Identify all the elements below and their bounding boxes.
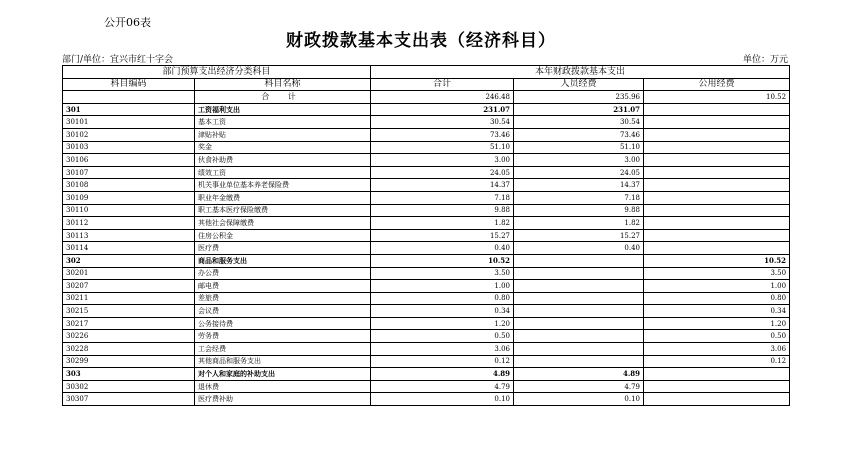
row-total: 4.89 (371, 368, 514, 381)
row-code: 30302 (63, 380, 195, 393)
row-personnel: 14.37 (514, 179, 644, 192)
row-name: 津贴补贴 (195, 128, 371, 141)
row-code: 30201 (63, 267, 195, 280)
table-row (63, 317, 790, 330)
total-personnel: 235.96 (514, 91, 644, 104)
row-total: 73.46 (371, 128, 514, 141)
row-name: 其他商品和服务支出 (195, 355, 371, 368)
total-row (63, 91, 790, 104)
table-row (63, 330, 790, 343)
row-total: 231.07 (371, 103, 514, 116)
row-personnel (514, 254, 644, 267)
row-personnel: 231.07 (514, 103, 644, 116)
table-row (63, 242, 790, 255)
row-code: 301 (63, 103, 195, 116)
total-total: 246.48 (371, 91, 514, 104)
header-group-row (63, 66, 790, 79)
table-row (63, 280, 790, 293)
row-name: 医疗费 (195, 242, 371, 255)
row-public (644, 204, 790, 217)
row-total: 0.12 (371, 355, 514, 368)
row-total: 14.37 (371, 179, 514, 192)
header-total: 合计 (371, 78, 514, 91)
row-code: 30109 (63, 191, 195, 204)
row-personnel: 3.00 (514, 154, 644, 167)
row-personnel: 9.88 (514, 204, 644, 217)
row-personnel (514, 343, 644, 356)
table-row (63, 166, 790, 179)
row-total: 7.18 (371, 191, 514, 204)
total-public: 10.52 (644, 91, 790, 104)
row-name: 其他社会保障缴费 (195, 217, 371, 230)
row-total: 4.79 (371, 380, 514, 393)
row-total: 0.50 (371, 330, 514, 343)
table-row (63, 217, 790, 230)
row-public (644, 229, 790, 242)
row-total: 24.05 (371, 166, 514, 179)
header-group-left: 部门预算支出经济分类科目 (63, 66, 371, 79)
expenditure-table (62, 65, 790, 406)
table-row (63, 267, 790, 280)
row-code: 303 (63, 368, 195, 381)
row-total: 0.34 (371, 305, 514, 318)
row-code: 30207 (63, 280, 195, 293)
row-personnel (514, 305, 644, 318)
row-public (644, 393, 790, 406)
row-name: 奖金 (195, 141, 371, 154)
row-total: 0.40 (371, 242, 514, 255)
category-row (63, 254, 790, 267)
row-name: 办公费 (195, 267, 371, 280)
row-personnel: 73.46 (514, 128, 644, 141)
row-personnel (514, 317, 644, 330)
unit-label: 单位：万元 (742, 55, 788, 65)
header-name: 科目名称 (195, 78, 371, 91)
row-personnel: 0.40 (514, 242, 644, 255)
department-label: 部门/单位：宜兴市红十字会 (62, 55, 174, 65)
table-row (63, 305, 790, 318)
row-public (644, 116, 790, 129)
row-personnel: 24.05 (514, 166, 644, 179)
row-personnel: 30.54 (514, 116, 644, 129)
row-code: 30102 (63, 128, 195, 141)
row-name: 邮电费 (195, 280, 371, 293)
row-total: 0.10 (371, 393, 514, 406)
row-name: 住房公积金 (195, 229, 371, 242)
category-row (63, 368, 790, 381)
row-personnel: 7.18 (514, 191, 644, 204)
row-code: 30299 (63, 355, 195, 368)
row-public: 1.00 (644, 280, 790, 293)
row-name: 差旅费 (195, 292, 371, 305)
page-title: 财政拨款基本支出表（经济科目） (286, 31, 556, 51)
row-code: 30114 (63, 242, 195, 255)
row-name: 劳务费 (195, 330, 371, 343)
row-public: 10.52 (644, 254, 790, 267)
row-public: 0.34 (644, 305, 790, 318)
row-code: 30107 (63, 166, 195, 179)
table-row (63, 393, 790, 406)
row-personnel (514, 280, 644, 293)
table-row (63, 191, 790, 204)
row-code: 30110 (63, 204, 195, 217)
row-public (644, 380, 790, 393)
row-total: 1.20 (371, 317, 514, 330)
row-total: 10.52 (371, 254, 514, 267)
row-public (644, 179, 790, 192)
row-code: 30103 (63, 141, 195, 154)
row-total: 51.10 (371, 141, 514, 154)
row-name: 职工基本医疗保险缴费 (195, 204, 371, 217)
row-code: 30217 (63, 317, 195, 330)
row-public: 3.06 (644, 343, 790, 356)
row-code: 30226 (63, 330, 195, 343)
unit-row (62, 52, 788, 64)
row-total: 0.80 (371, 292, 514, 305)
row-personnel: 0.10 (514, 393, 644, 406)
row-public (644, 103, 790, 116)
table-row (63, 204, 790, 217)
row-name: 工会经费 (195, 343, 371, 356)
table-row (63, 128, 790, 141)
row-total: 15.27 (371, 229, 514, 242)
row-public: 3.50 (644, 267, 790, 280)
row-total: 3.06 (371, 343, 514, 356)
row-personnel: 4.79 (514, 380, 644, 393)
row-code: 30112 (63, 217, 195, 230)
row-personnel: 51.10 (514, 141, 644, 154)
table-row (63, 380, 790, 393)
row-public (644, 166, 790, 179)
row-name: 伙食补助费 (195, 154, 371, 167)
row-public (644, 368, 790, 381)
row-code: 30101 (63, 116, 195, 129)
row-total: 3.50 (371, 267, 514, 280)
row-public (644, 242, 790, 255)
row-public: 1.20 (644, 317, 790, 330)
row-personnel (514, 267, 644, 280)
row-name: 医疗费补助 (195, 393, 371, 406)
table-row (63, 116, 790, 129)
row-code: 30228 (63, 343, 195, 356)
row-total: 3.00 (371, 154, 514, 167)
row-personnel: 15.27 (514, 229, 644, 242)
row-name: 商品和服务支出 (195, 254, 371, 267)
table-row (63, 154, 790, 167)
row-public (644, 154, 790, 167)
row-personnel (514, 292, 644, 305)
table-row (63, 343, 790, 356)
header-group-right: 本年财政拨款基本支出 (371, 66, 790, 79)
row-total: 30.54 (371, 116, 514, 129)
row-name: 绩效工资 (195, 166, 371, 179)
doc-number: 公开06表 (104, 16, 151, 29)
row-personnel: 4.89 (514, 368, 644, 381)
row-name: 工资福利支出 (195, 103, 371, 116)
row-personnel: 1.82 (514, 217, 644, 230)
header-public: 公用经费 (644, 78, 790, 91)
header-personnel: 人员经费 (514, 78, 644, 91)
row-public: 0.50 (644, 330, 790, 343)
table-row (63, 141, 790, 154)
row-name: 退休费 (195, 380, 371, 393)
table-row (63, 229, 790, 242)
row-public (644, 128, 790, 141)
row-personnel (514, 355, 644, 368)
category-row (63, 103, 790, 116)
table-row (63, 355, 790, 368)
row-code: 30113 (63, 229, 195, 242)
header-row (63, 78, 790, 91)
row-personnel (514, 330, 644, 343)
row-total: 1.82 (371, 217, 514, 230)
row-public (644, 217, 790, 230)
row-name: 会议费 (195, 305, 371, 318)
total-name: 合 计 (195, 91, 371, 104)
row-public (644, 141, 790, 154)
row-code: 30307 (63, 393, 195, 406)
header-code: 科目编码 (63, 78, 195, 91)
row-code: 30108 (63, 179, 195, 192)
row-code: 30211 (63, 292, 195, 305)
row-total: 9.88 (371, 204, 514, 217)
total-code (63, 91, 195, 104)
table-row (63, 292, 790, 305)
row-name: 公务接待费 (195, 317, 371, 330)
row-public: 0.80 (644, 292, 790, 305)
row-public (644, 191, 790, 204)
row-name: 基本工资 (195, 116, 371, 129)
row-name: 对个人和家庭的补助支出 (195, 368, 371, 381)
row-public: 0.12 (644, 355, 790, 368)
table-row (63, 179, 790, 192)
row-total: 1.00 (371, 280, 514, 293)
row-name: 机关事业单位基本养老保险费 (195, 179, 371, 192)
row-code: 30106 (63, 154, 195, 167)
row-name: 职业年金缴费 (195, 191, 371, 204)
row-code: 30215 (63, 305, 195, 318)
row-code: 302 (63, 254, 195, 267)
